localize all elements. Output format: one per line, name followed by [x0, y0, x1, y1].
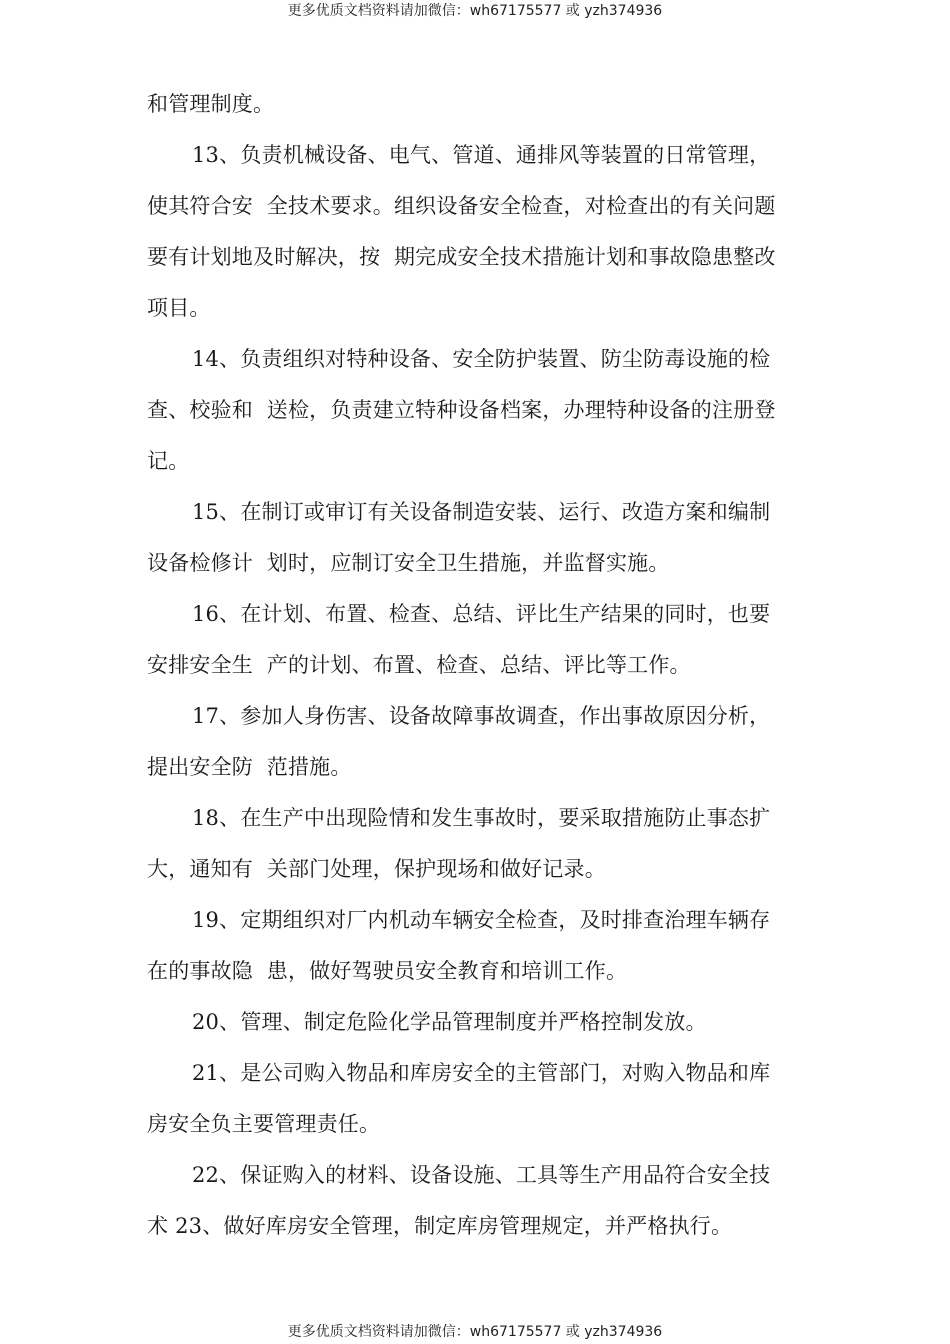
body-line: 15、在制订或审订有关设备制造安装、运行、改造方案和编制: [192, 500, 771, 524]
body-line: 记。: [147, 449, 190, 473]
body-line: 16、在计划、布置、检查、总结、评比生产结果的同时，也要: [192, 602, 771, 626]
body-line: 20、管理、制定危险化学品管理制度并严格控制发放。: [192, 1010, 707, 1034]
body-line: 17、参加人身伤害、设备故障事故调查，作出事故原因分析，: [192, 704, 771, 728]
body-line: 19、定期组织对厂内机动车辆安全检查，及时排查治理车辆存: [192, 908, 771, 932]
document-body: [147, 79, 807, 1252]
body-line: 大，通知有 关部门处理，保护现场和做好记录。: [147, 857, 606, 881]
body-line: 安排安全生 产的计划、布置、检查、总结、评比等工作。: [147, 653, 691, 677]
body-line: 术 23、做好库房安全管理，制定库房管理规定，并严格执行。: [147, 1214, 733, 1238]
body-line: 查、校验和 送检，负责建立特种设备档案，办理特种设备的注册登: [147, 398, 776, 422]
body-line: 22、保证购入的材料、设备设施、工具等生产用品符合安全技: [192, 1163, 771, 1187]
header-banner: 更多优质文档资料请加微信：wh67175577 或 yzh374936: [287, 3, 663, 19]
body-line: 设备检修计 划时，应制订安全卫生措施，并监督实施。: [147, 551, 670, 575]
body-line: 13、负责机械设备、电气、管道、通排风等装置的日常管理，: [192, 143, 771, 167]
body-line: 房安全负主要管理责任。: [147, 1112, 381, 1136]
footer-banner: 更多优质文档资料请加微信：wh67175577 或 yzh374936: [287, 1324, 663, 1340]
body-line: 和管理制度。: [147, 92, 275, 116]
body-line: 提出安全防 范措施。: [147, 755, 352, 779]
body-line: 要有计划地及时解决，按 期完成安全技术措施计划和事故隐患整改: [147, 245, 776, 269]
body-line: 18、在生产中出现险情和发生事故时，要采取措施防止事态扩: [192, 806, 771, 830]
body-line: 使其符合安 全技术要求。组织设备安全检查，对检查出的有关问题: [147, 194, 776, 218]
body-line: 在的事故隐 患，做好驾驶员安全教育和培训工作。: [147, 959, 628, 983]
body-line: 项目。: [147, 296, 211, 320]
body-line: 21、是公司购入物品和库房安全的主管部门，对购入物品和库: [192, 1061, 771, 1085]
body-line: 14、负责组织对特种设备、安全防护装置、防尘防毒设施的检: [192, 347, 771, 371]
